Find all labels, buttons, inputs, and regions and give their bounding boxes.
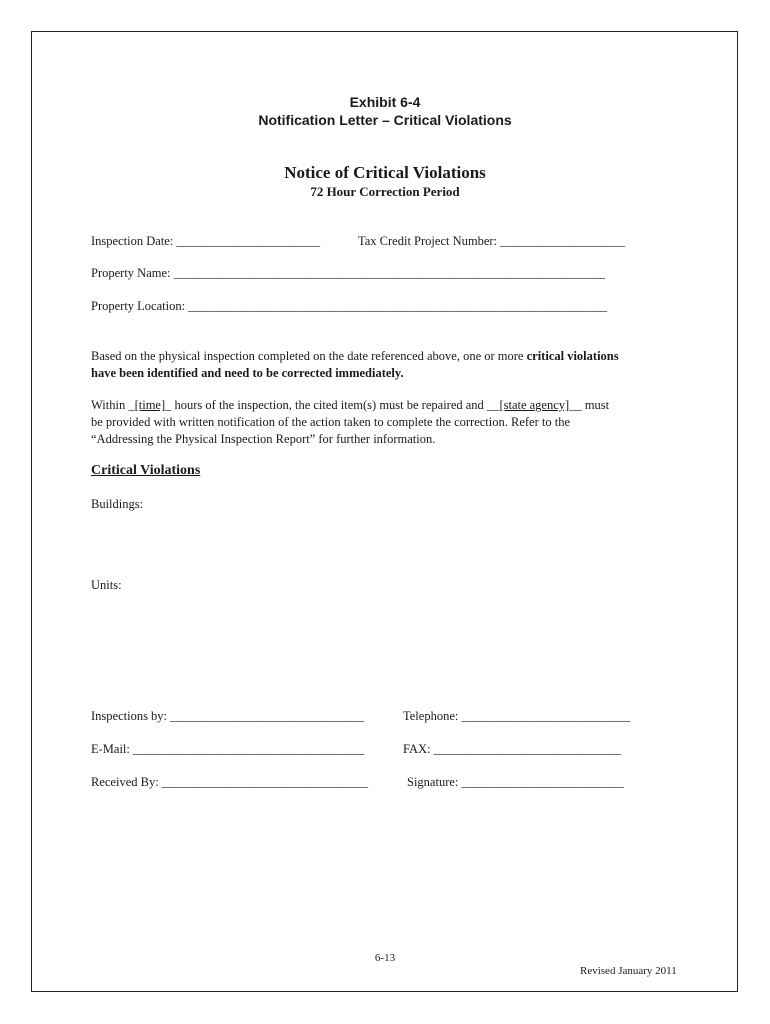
inspection-date-field: Inspection Date: _______________________ <box>91 234 321 248</box>
exhibit-subtitle: Notification Letter – Critical Violations <box>258 112 512 128</box>
paragraph-text: “Addressing the Physical Inspection Report” for further information. <box>91 432 436 446</box>
signature-field: Signature: __________________________ <box>407 775 625 789</box>
correction-paragraph <box>91 397 681 448</box>
notice-subtitle: 72 Hour Correction Period <box>310 184 460 199</box>
inspections-by-field: Inspections by: _______________________________ <box>91 709 364 723</box>
critical-violations-heading: Critical Violations <box>91 463 201 478</box>
agency-placeholder: [state agency] <box>499 398 570 412</box>
exhibit-title: Exhibit 6-4 <box>349 94 421 110</box>
buildings-label: Buildings: <box>91 497 144 511</box>
time-placeholder: [time] <box>134 398 166 412</box>
fax-field: FAX: ______________________________ <box>403 742 622 756</box>
bold-critical-violations: critical violations <box>526 349 619 363</box>
paragraph-text: __ must <box>569 398 610 412</box>
property-name-field: Property Name: _____________________________________________________________________ <box>91 266 605 280</box>
tax-credit-number-field: Tax Credit Project Number: ____________________ <box>358 234 626 248</box>
received-by-field: Received By: _________________________________ <box>91 775 369 789</box>
paragraph-text: Within _ <box>91 398 135 412</box>
notice-title: Notice of Critical Violations <box>284 163 486 182</box>
telephone-field: Telephone: ___________________________ <box>403 709 631 723</box>
violation-paragraph <box>91 348 681 382</box>
paragraph-text: be provided with written notification of the action taken to complete the correction. Refer to the <box>91 415 571 429</box>
page-number: 6-13 <box>374 952 396 964</box>
bold-correct-immediately: have been identified and need to be corrected immediately. <box>91 366 404 380</box>
revision-date: Revised January 2011 <box>580 965 677 977</box>
property-location-field: Property Location: ___________________________________________________________________ <box>91 299 607 313</box>
email-field: E-Mail: _____________________________________ <box>91 742 365 756</box>
units-label: Units: <box>91 578 122 592</box>
paragraph-text: _ hours of the inspection, the cited item(s) must be repaired and __ <box>165 398 500 412</box>
paragraph-text: Based on the physical inspection completed on the date referenced above, one or more <box>91 349 527 363</box>
